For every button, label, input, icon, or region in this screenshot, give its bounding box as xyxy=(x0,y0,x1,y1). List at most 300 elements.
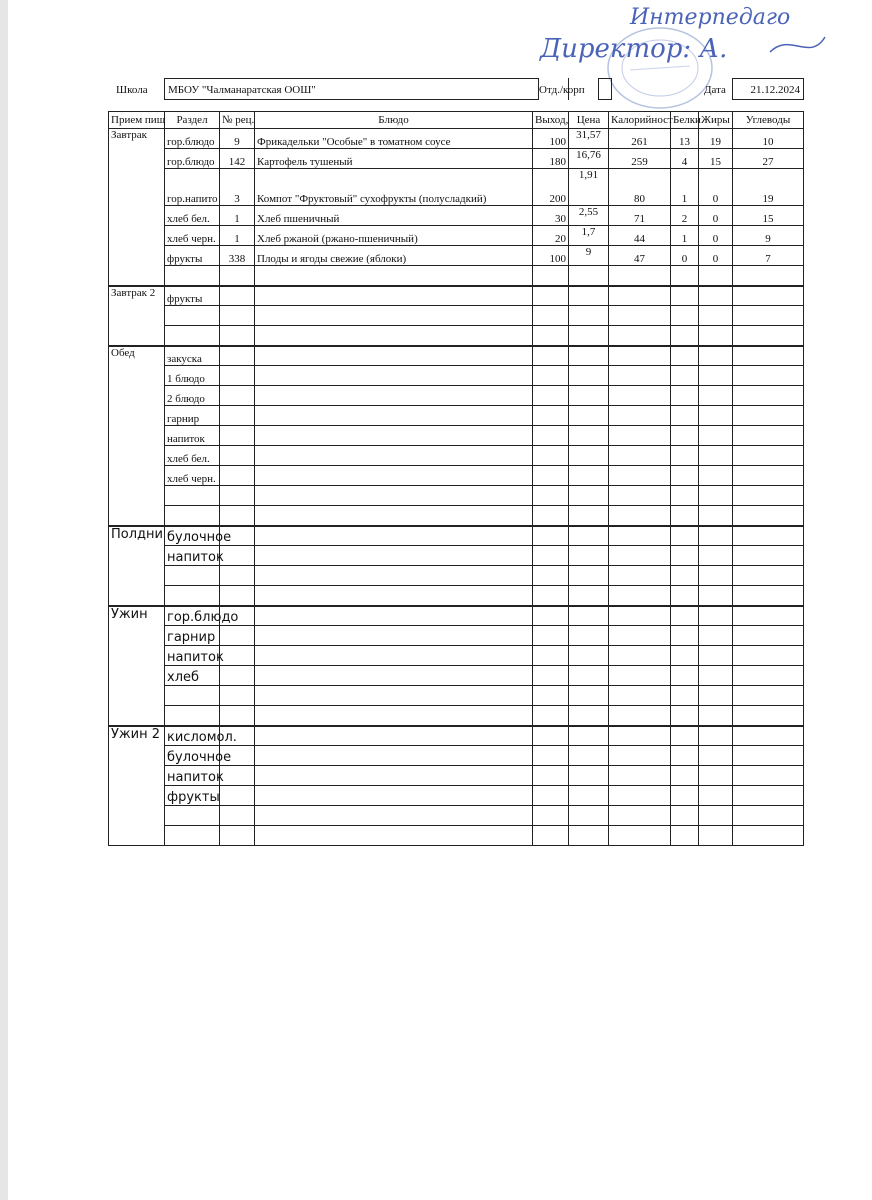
section-cell: закуска xyxy=(165,346,220,366)
yield-cell xyxy=(533,586,569,606)
section-cell: гор.блюдо xyxy=(165,129,220,149)
section-cell: гарнир xyxy=(165,626,220,646)
recipe-cell xyxy=(220,386,255,406)
section-cell: напиток xyxy=(165,426,220,446)
protein-cell: 2 xyxy=(671,206,699,226)
table-row xyxy=(109,786,804,806)
dish-cell xyxy=(255,326,533,346)
protein-cell xyxy=(671,446,699,466)
recipe-cell xyxy=(220,406,255,426)
yield-cell: 100 xyxy=(533,129,569,149)
meal-name-cell: Завтрак xyxy=(109,129,165,286)
dish-cell xyxy=(255,346,533,366)
price-cell xyxy=(569,266,609,286)
section-cell: 1 блюдо xyxy=(165,366,220,386)
kcal-cell xyxy=(609,686,671,706)
fat-cell xyxy=(699,326,733,346)
protein-cell xyxy=(671,386,699,406)
fat-cell xyxy=(699,546,733,566)
protein-cell xyxy=(671,486,699,506)
recipe-cell xyxy=(220,466,255,486)
dish-cell xyxy=(255,706,533,726)
table-row xyxy=(109,386,804,406)
protein-cell xyxy=(671,286,699,306)
table-row xyxy=(109,426,804,446)
fat-cell xyxy=(699,766,733,786)
price-cell xyxy=(569,826,609,846)
protein-cell xyxy=(671,786,699,806)
fat-cell: 0 xyxy=(699,246,733,266)
carbs-cell xyxy=(733,386,804,406)
yield-cell: 20 xyxy=(533,226,569,246)
dish-cell xyxy=(255,766,533,786)
kcal-cell xyxy=(609,786,671,806)
table-row xyxy=(109,686,804,706)
price-cell xyxy=(569,326,609,346)
fat-cell xyxy=(699,606,733,626)
carbs-cell: 7 xyxy=(733,246,804,266)
dish-cell xyxy=(255,746,533,766)
director-signature xyxy=(540,2,830,72)
protein-cell xyxy=(671,826,699,846)
col-protein: Белки xyxy=(671,112,699,129)
section-cell: гарнир xyxy=(165,406,220,426)
kcal-cell xyxy=(609,726,671,746)
kcal-cell xyxy=(609,586,671,606)
fat-cell xyxy=(699,426,733,446)
yield-cell xyxy=(533,746,569,766)
fat-cell: 0 xyxy=(699,169,733,206)
dish-cell xyxy=(255,786,533,806)
section-cell xyxy=(165,586,220,606)
section-cell: фрукты xyxy=(165,786,220,806)
carbs-cell xyxy=(733,766,804,786)
section-cell xyxy=(165,306,220,326)
section-cell: напиток xyxy=(165,766,220,786)
kcal-cell: 259 xyxy=(609,149,671,169)
protein-cell xyxy=(671,666,699,686)
yield-cell xyxy=(533,546,569,566)
fat-cell xyxy=(699,646,733,666)
dish-cell xyxy=(255,606,533,626)
col-kcal: Калорийност xyxy=(609,112,671,129)
price-cell xyxy=(569,286,609,306)
col-section: Раздел xyxy=(165,112,220,129)
yield-cell xyxy=(533,506,569,526)
table-row xyxy=(109,246,804,266)
table-row xyxy=(109,346,804,366)
table-row xyxy=(109,606,804,626)
price-cell: 1,91 xyxy=(569,169,609,206)
price-cell xyxy=(569,646,609,666)
protein-cell xyxy=(671,346,699,366)
table-row xyxy=(109,129,804,149)
fat-cell xyxy=(699,726,733,746)
carbs-cell xyxy=(733,486,804,506)
carbs-cell xyxy=(733,326,804,346)
menu-body xyxy=(109,129,804,846)
price-cell: 9 xyxy=(569,246,609,266)
price-cell xyxy=(569,366,609,386)
dish-cell: Картофель тушеный xyxy=(255,149,533,169)
table-header-row xyxy=(109,112,804,129)
table-row xyxy=(109,806,804,826)
fat-cell xyxy=(699,506,733,526)
dish-cell xyxy=(255,366,533,386)
carbs-cell xyxy=(733,366,804,386)
table-row xyxy=(109,566,804,586)
dish-cell xyxy=(255,306,533,326)
fat-cell xyxy=(699,666,733,686)
dish-cell xyxy=(255,526,533,546)
table-row xyxy=(109,446,804,466)
meal-name-cell: Ужин 2 xyxy=(109,726,165,846)
section-cell: кисломол. xyxy=(165,726,220,746)
carbs-cell xyxy=(733,586,804,606)
carbs-cell xyxy=(733,706,804,726)
protein-cell xyxy=(671,506,699,526)
fat-cell: 0 xyxy=(699,206,733,226)
dish-cell xyxy=(255,686,533,706)
recipe-cell: 3 xyxy=(220,169,255,206)
kcal-cell xyxy=(609,266,671,286)
dish-cell xyxy=(255,426,533,446)
col-price: Цена xyxy=(569,112,609,129)
table-row xyxy=(109,646,804,666)
carbs-cell xyxy=(733,286,804,306)
table-row xyxy=(109,306,804,326)
price-cell: 1,7 xyxy=(569,226,609,246)
yield-cell xyxy=(533,606,569,626)
section-cell xyxy=(165,806,220,826)
section-cell: хлеб черн. xyxy=(165,226,220,246)
dish-cell xyxy=(255,586,533,606)
protein-cell: 1 xyxy=(671,169,699,206)
kcal-cell xyxy=(609,766,671,786)
carbs-cell xyxy=(733,526,804,546)
scan-edge xyxy=(0,0,8,1200)
yield-cell xyxy=(533,366,569,386)
protein-cell xyxy=(671,806,699,826)
protein-cell xyxy=(671,686,699,706)
recipe-cell: 338 xyxy=(220,246,255,266)
carbs-cell xyxy=(733,666,804,686)
carbs-cell xyxy=(733,446,804,466)
section-cell xyxy=(165,566,220,586)
section-cell xyxy=(165,826,220,846)
fat-cell xyxy=(699,346,733,366)
table-row xyxy=(109,766,804,786)
fat-cell xyxy=(699,626,733,646)
protein-cell xyxy=(671,306,699,326)
price-cell xyxy=(569,306,609,326)
section-cell: хлеб бел. xyxy=(165,206,220,226)
recipe-cell xyxy=(220,706,255,726)
table-row xyxy=(109,746,804,766)
yield-cell: 30 xyxy=(533,206,569,226)
fat-cell: 0 xyxy=(699,226,733,246)
date-field: 21.12.2024 xyxy=(732,78,804,100)
carbs-cell xyxy=(733,626,804,646)
dish-cell xyxy=(255,466,533,486)
protein-cell xyxy=(671,326,699,346)
price-cell xyxy=(569,346,609,366)
price-cell xyxy=(569,746,609,766)
price-cell xyxy=(569,486,609,506)
kcal-cell: 80 xyxy=(609,169,671,206)
dish-cell xyxy=(255,806,533,826)
carbs-cell xyxy=(733,746,804,766)
kcal-cell xyxy=(609,466,671,486)
table-row xyxy=(109,586,804,606)
price-cell: 16,76 xyxy=(569,149,609,169)
kcal-cell xyxy=(609,746,671,766)
dish-cell xyxy=(255,826,533,846)
recipe-cell: 1 xyxy=(220,226,255,246)
price-cell: 2,55 xyxy=(569,206,609,226)
carbs-cell xyxy=(733,346,804,366)
document-header xyxy=(108,78,808,100)
protein-cell xyxy=(671,566,699,586)
kcal-cell: 44 xyxy=(609,226,671,246)
fat-cell: 15 xyxy=(699,149,733,169)
protein-cell xyxy=(671,366,699,386)
kcal-cell xyxy=(609,386,671,406)
section-cell: напиток xyxy=(165,646,220,666)
yield-cell xyxy=(533,286,569,306)
recipe-cell xyxy=(220,286,255,306)
fat-cell xyxy=(699,366,733,386)
col-fat: Жиры xyxy=(699,112,733,129)
table-row xyxy=(109,206,804,226)
yield-cell xyxy=(533,266,569,286)
kcal-cell xyxy=(609,806,671,826)
meal-name-cell: Обед xyxy=(109,346,165,526)
section-cell xyxy=(165,706,220,726)
dish-cell xyxy=(255,566,533,586)
dish-cell xyxy=(255,286,533,306)
protein-cell xyxy=(671,766,699,786)
fat-cell xyxy=(699,466,733,486)
yield-cell: 100 xyxy=(533,246,569,266)
recipe-cell xyxy=(220,566,255,586)
fat-cell xyxy=(699,486,733,506)
table-row xyxy=(109,546,804,566)
yield-cell xyxy=(533,666,569,686)
branch-field xyxy=(598,78,612,100)
fat-cell xyxy=(699,306,733,326)
table-row xyxy=(109,326,804,346)
carbs-cell: 9 xyxy=(733,226,804,246)
price-cell xyxy=(569,626,609,646)
yield-cell xyxy=(533,486,569,506)
section-cell xyxy=(165,506,220,526)
kcal-cell xyxy=(609,426,671,446)
col-yield: Выход, xyxy=(533,112,569,129)
price-cell xyxy=(569,606,609,626)
table-row xyxy=(109,626,804,646)
kcal-cell xyxy=(609,566,671,586)
table-row xyxy=(109,266,804,286)
yield-cell xyxy=(533,766,569,786)
kcal-cell xyxy=(609,546,671,566)
fat-cell xyxy=(699,806,733,826)
dish-cell xyxy=(255,726,533,746)
price-cell xyxy=(569,726,609,746)
recipe-cell xyxy=(220,806,255,826)
fat-cell xyxy=(699,786,733,806)
price-cell xyxy=(569,406,609,426)
yield-cell xyxy=(533,406,569,426)
yield-cell xyxy=(533,346,569,366)
yield-cell xyxy=(533,626,569,646)
fat-cell xyxy=(699,406,733,426)
school-label: Школа xyxy=(116,84,148,96)
table-row xyxy=(109,486,804,506)
price-cell xyxy=(569,466,609,486)
signature-line-1: Интерпедаго xyxy=(630,5,791,30)
kcal-cell xyxy=(609,486,671,506)
carbs-cell: 15 xyxy=(733,206,804,226)
recipe-cell: 1 xyxy=(220,206,255,226)
fat-cell xyxy=(699,746,733,766)
price-cell xyxy=(569,506,609,526)
fat-cell xyxy=(699,706,733,726)
protein-cell: 1 xyxy=(671,226,699,246)
table-row xyxy=(109,506,804,526)
carbs-cell xyxy=(733,466,804,486)
yield-cell xyxy=(533,446,569,466)
dish-cell: Компот "Фруктовый" сухофрукты (полусладкий) xyxy=(255,169,533,206)
fat-cell xyxy=(699,286,733,306)
recipe-cell xyxy=(220,366,255,386)
price-cell xyxy=(569,586,609,606)
school-name-field: МБОУ "Чалманаратская ООШ" xyxy=(164,78,539,100)
yield-cell: 200 xyxy=(533,169,569,206)
recipe-cell xyxy=(220,586,255,606)
recipe-cell xyxy=(220,346,255,366)
fat-cell: 19 xyxy=(699,129,733,149)
meal-name-cell: Завтрак 2 xyxy=(109,286,165,346)
yield-cell xyxy=(533,826,569,846)
section-cell: фрукты xyxy=(165,246,220,266)
section-cell: хлеб xyxy=(165,666,220,686)
carbs-cell: 19 xyxy=(733,169,804,206)
price-cell xyxy=(569,686,609,706)
dish-cell xyxy=(255,626,533,646)
yield-cell xyxy=(533,306,569,326)
section-cell xyxy=(165,686,220,706)
kcal-cell xyxy=(609,346,671,366)
yield-cell xyxy=(533,686,569,706)
section-cell: гор.блюдо xyxy=(165,149,220,169)
kcal-cell xyxy=(609,506,671,526)
recipe-cell xyxy=(220,686,255,706)
date-label: Дата xyxy=(704,84,726,96)
dish-cell xyxy=(255,406,533,426)
price-cell xyxy=(569,446,609,466)
table-row xyxy=(109,726,804,746)
carbs-cell xyxy=(733,306,804,326)
recipe-cell xyxy=(220,786,255,806)
protein-cell xyxy=(671,466,699,486)
kcal-cell xyxy=(609,526,671,546)
carbs-cell xyxy=(733,726,804,746)
kcal-cell xyxy=(609,666,671,686)
price-cell xyxy=(569,766,609,786)
table-row xyxy=(109,666,804,686)
table-row xyxy=(109,466,804,486)
yield-cell xyxy=(533,326,569,346)
recipe-cell xyxy=(220,266,255,286)
kcal-cell: 71 xyxy=(609,206,671,226)
section-cell: хлеб черн. xyxy=(165,466,220,486)
section-cell: булочное xyxy=(165,526,220,546)
yield-cell xyxy=(533,566,569,586)
carbs-cell xyxy=(733,606,804,626)
fat-cell xyxy=(699,566,733,586)
recipe-cell xyxy=(220,446,255,466)
protein-cell xyxy=(671,606,699,626)
dish-cell xyxy=(255,266,533,286)
carbs-cell xyxy=(733,546,804,566)
recipe-cell xyxy=(220,506,255,526)
recipe-cell xyxy=(220,766,255,786)
yield-cell xyxy=(533,426,569,446)
section-cell: хлеб бел. xyxy=(165,446,220,466)
kcal-cell xyxy=(609,286,671,306)
yield-cell: 180 xyxy=(533,149,569,169)
kcal-cell xyxy=(609,826,671,846)
price-cell: 31,57 xyxy=(569,129,609,149)
recipe-cell xyxy=(220,306,255,326)
section-cell: булочное xyxy=(165,746,220,766)
dish-cell xyxy=(255,546,533,566)
price-cell xyxy=(569,546,609,566)
fat-cell xyxy=(699,586,733,606)
dish-cell xyxy=(255,386,533,406)
col-dish: Блюдо xyxy=(255,112,533,129)
dish-cell xyxy=(255,646,533,666)
dish-cell: Хлеб пшеничный xyxy=(255,206,533,226)
table-row xyxy=(109,169,804,206)
fat-cell xyxy=(699,266,733,286)
carbs-cell xyxy=(733,426,804,446)
protein-cell: 13 xyxy=(671,129,699,149)
price-cell xyxy=(569,386,609,406)
carbs-cell xyxy=(733,646,804,666)
table-row xyxy=(109,286,804,306)
meal-name-cell: Ужин xyxy=(109,606,165,726)
section-cell xyxy=(165,326,220,346)
kcal-cell xyxy=(609,326,671,346)
recipe-cell xyxy=(220,546,255,566)
kcal-cell xyxy=(609,406,671,426)
protein-cell xyxy=(671,646,699,666)
carbs-cell: 27 xyxy=(733,149,804,169)
branch-label: Отд./корп xyxy=(539,84,585,96)
protein-cell xyxy=(671,726,699,746)
fat-cell xyxy=(699,686,733,706)
protein-cell xyxy=(671,586,699,606)
fat-cell xyxy=(699,526,733,546)
table-row xyxy=(109,149,804,169)
price-cell xyxy=(569,566,609,586)
carbs-cell xyxy=(733,566,804,586)
protein-cell xyxy=(671,526,699,546)
kcal-cell xyxy=(609,626,671,646)
protein-cell xyxy=(671,546,699,566)
